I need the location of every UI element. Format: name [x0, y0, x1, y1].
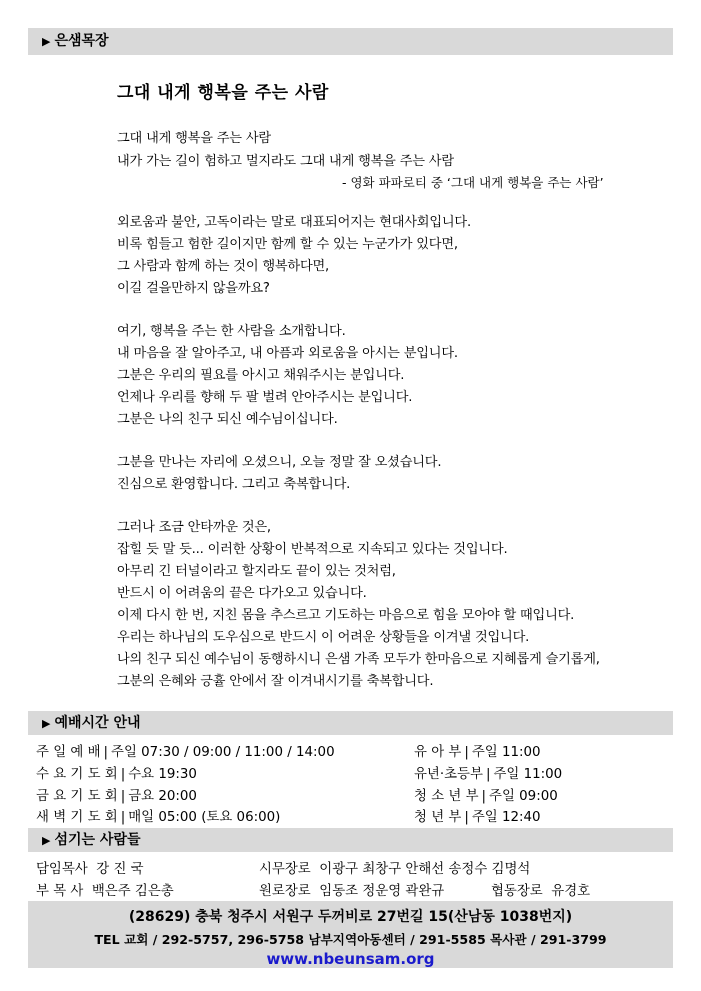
paragraph-line: 외로움과 불안, 고독이라는 말로 대표되어지는 현대사회입니다. — [117, 215, 471, 230]
schedule-row: 수 요 기 도 회 | 수요 19:30 — [36, 767, 197, 782]
triangle-right-icon: ▶ — [42, 717, 51, 730]
paragraph-line: 그러나 조금 안타까운 것은, — [117, 520, 271, 535]
staff-row — [36, 880, 174, 899]
section-title: 은샘목장 — [54, 33, 109, 49]
quote-line: 내가 가는 길이 험하고 멀지라도 그대 내게 행복을 주는 사람 — [117, 154, 454, 169]
staff-label: 협동장로 — [491, 884, 543, 899]
staff-label: 시무장로 — [259, 862, 311, 877]
worship-heading: 예배시간 안내 — [54, 715, 141, 731]
address: (28629) 충북 청주시 서원구 두꺼비로 27번길 15(산남동 1038번지) — [128, 909, 573, 925]
service-time: 매일 05:00 (토요 06:00) — [128, 810, 281, 825]
paragraph-line: 그분은 나의 친구 되신 예수님이십니다. — [117, 412, 338, 427]
website-link[interactable]: www.nbeunsam.org — [266, 950, 435, 968]
dept-name: 유 아 부 — [414, 745, 462, 760]
staff-label: 부 목 사 — [36, 884, 84, 899]
paragraph-line: 그 사람과 함께 하는 것이 행복하다면, — [117, 259, 330, 274]
paragraph-line: 아무리 긴 터널이라고 할지라도 끝이 있는 것처럼, — [117, 564, 396, 579]
schedule-row: 청 소 년 부 | 주일 09:00 — [414, 789, 558, 804]
schedule-row: 유 아 부 | 주일 11:00 — [414, 745, 541, 760]
staff-names: 강 진 국 — [96, 862, 144, 877]
staff-names: 임동조 정운영 곽완규 — [319, 884, 445, 899]
article-title: 그대 내게 행복을 주는 사람 — [117, 83, 329, 103]
dept-name: 유년·초등부 — [414, 767, 483, 782]
paragraph-line: 그분을 만나는 자리에 오셨으니, 오늘 정말 잘 오셨습니다. — [117, 455, 442, 470]
paragraph-line: 비록 힘들고 험한 길이지만 함께 할 수 있는 누군가가 있다면, — [117, 237, 458, 252]
schedule-row: 금 요 기 도 회 | 금요 20:00 — [36, 789, 197, 804]
schedule-row: 청 년 부 | 주일 12:40 — [414, 810, 541, 825]
paragraph-line: 언제나 우리를 향해 두 팔 벌려 안아주시는 분입니다. — [117, 390, 413, 405]
service-time: 주일 07:30 / 09:00 / 11:00 / 14:00 — [111, 745, 335, 760]
service-name: 주 일 예 배 — [36, 745, 101, 760]
dept-time: 주일 09:00 — [489, 789, 558, 804]
triangle-right-icon: ▶ — [42, 834, 51, 847]
dept-name: 청 년 부 — [414, 810, 462, 825]
staff-names: 이광구 최창구 안해선 송정수 김명석 — [319, 862, 531, 877]
schedule-row: 새 벽 기 도 회 | 매일 05:00 (토요 06:00) — [36, 810, 281, 825]
paragraph-line: 이제 다시 한 번, 지친 몸을 추스르고 기도하는 마음으로 힘을 모아야 할 때입니다. — [117, 608, 575, 623]
dept-name: 청 소 년 부 — [414, 789, 479, 804]
dept-time: 주일 11:00 — [493, 767, 563, 782]
quote-source: - 영화 파파로티 중 ‘그대 내게 행복을 주는 사람’ — [342, 175, 604, 190]
staff-row — [259, 880, 444, 899]
service-name: 수 요 기 도 회 — [36, 767, 118, 782]
staff-heading: 섬기는 사람들 — [54, 832, 141, 848]
staff-names: 백은주 김은총 — [91, 884, 174, 899]
service-time: 수요 19:30 — [128, 767, 197, 782]
paragraph-line: 잡힐 듯 말 듯... 이러한 상황이 반복적으로 지속되고 있다는 것입니다. — [117, 542, 508, 557]
paragraph-line: 우리는 하나님의 도우심으로 반드시 이 어려운 상황들을 이겨낼 것입니다. — [117, 630, 530, 645]
paragraph-line: 진심으로 환영합니다. 그리고 축복합니다. — [117, 477, 351, 492]
dept-time: 주일 11:00 — [471, 745, 541, 760]
section-header — [28, 28, 673, 55]
worship-header — [28, 711, 673, 735]
dept-time: 주일 12:40 — [471, 810, 541, 825]
staff-row — [36, 858, 144, 877]
paragraph-line: 반드시 이 어려움의 끝은 다가오고 있습니다. — [117, 586, 367, 601]
staff-header — [28, 828, 673, 852]
staff-row — [259, 858, 530, 877]
staff-label: 담임목사 — [36, 862, 88, 877]
paragraph-line: 이길 걸을만하지 않을까요? — [117, 281, 270, 296]
triangle-right-icon: ▶ — [42, 35, 51, 48]
schedule-row: 주 일 예 배 | 주일 07:30 / 09:00 / 11:00 / 14:00 — [36, 745, 335, 760]
service-time: 금요 20:00 — [128, 789, 197, 804]
staff-row — [491, 880, 590, 899]
service-name: 금 요 기 도 회 — [36, 789, 118, 804]
paragraph-line: 여기, 행복을 주는 한 사람을 소개합니다. — [117, 324, 346, 339]
phone-numbers: TEL 교회 / 292-5757, 296-5758 남부지역아동센터 / 291-5585 목사관 / 291-3799 — [94, 932, 607, 947]
paragraph-line: 그분의 은혜와 긍휼 안에서 잘 이겨내시기를 축복합니다. — [117, 674, 434, 689]
paragraph-line: 나의 친구 되신 예수님이 동행하시니 은샘 가족 모두가 한마음으로 지혜롭게 슬기롭게, — [117, 652, 600, 667]
staff-names: 유경호 — [551, 884, 591, 899]
paragraph-line: 그분은 우리의 필요를 아시고 채워주시는 분입니다. — [117, 368, 405, 383]
paragraph-line: 내 마음을 잘 알아주고, 내 아픔과 외로움을 아시는 분입니다. — [117, 346, 458, 361]
footer — [28, 901, 673, 968]
quote-line: 그대 내게 행복을 주는 사람 — [117, 131, 271, 146]
service-name: 새 벽 기 도 회 — [36, 810, 118, 825]
staff-label: 원로장로 — [259, 884, 311, 899]
schedule-row: 유년·초등부 | 주일 11:00 — [414, 767, 563, 782]
